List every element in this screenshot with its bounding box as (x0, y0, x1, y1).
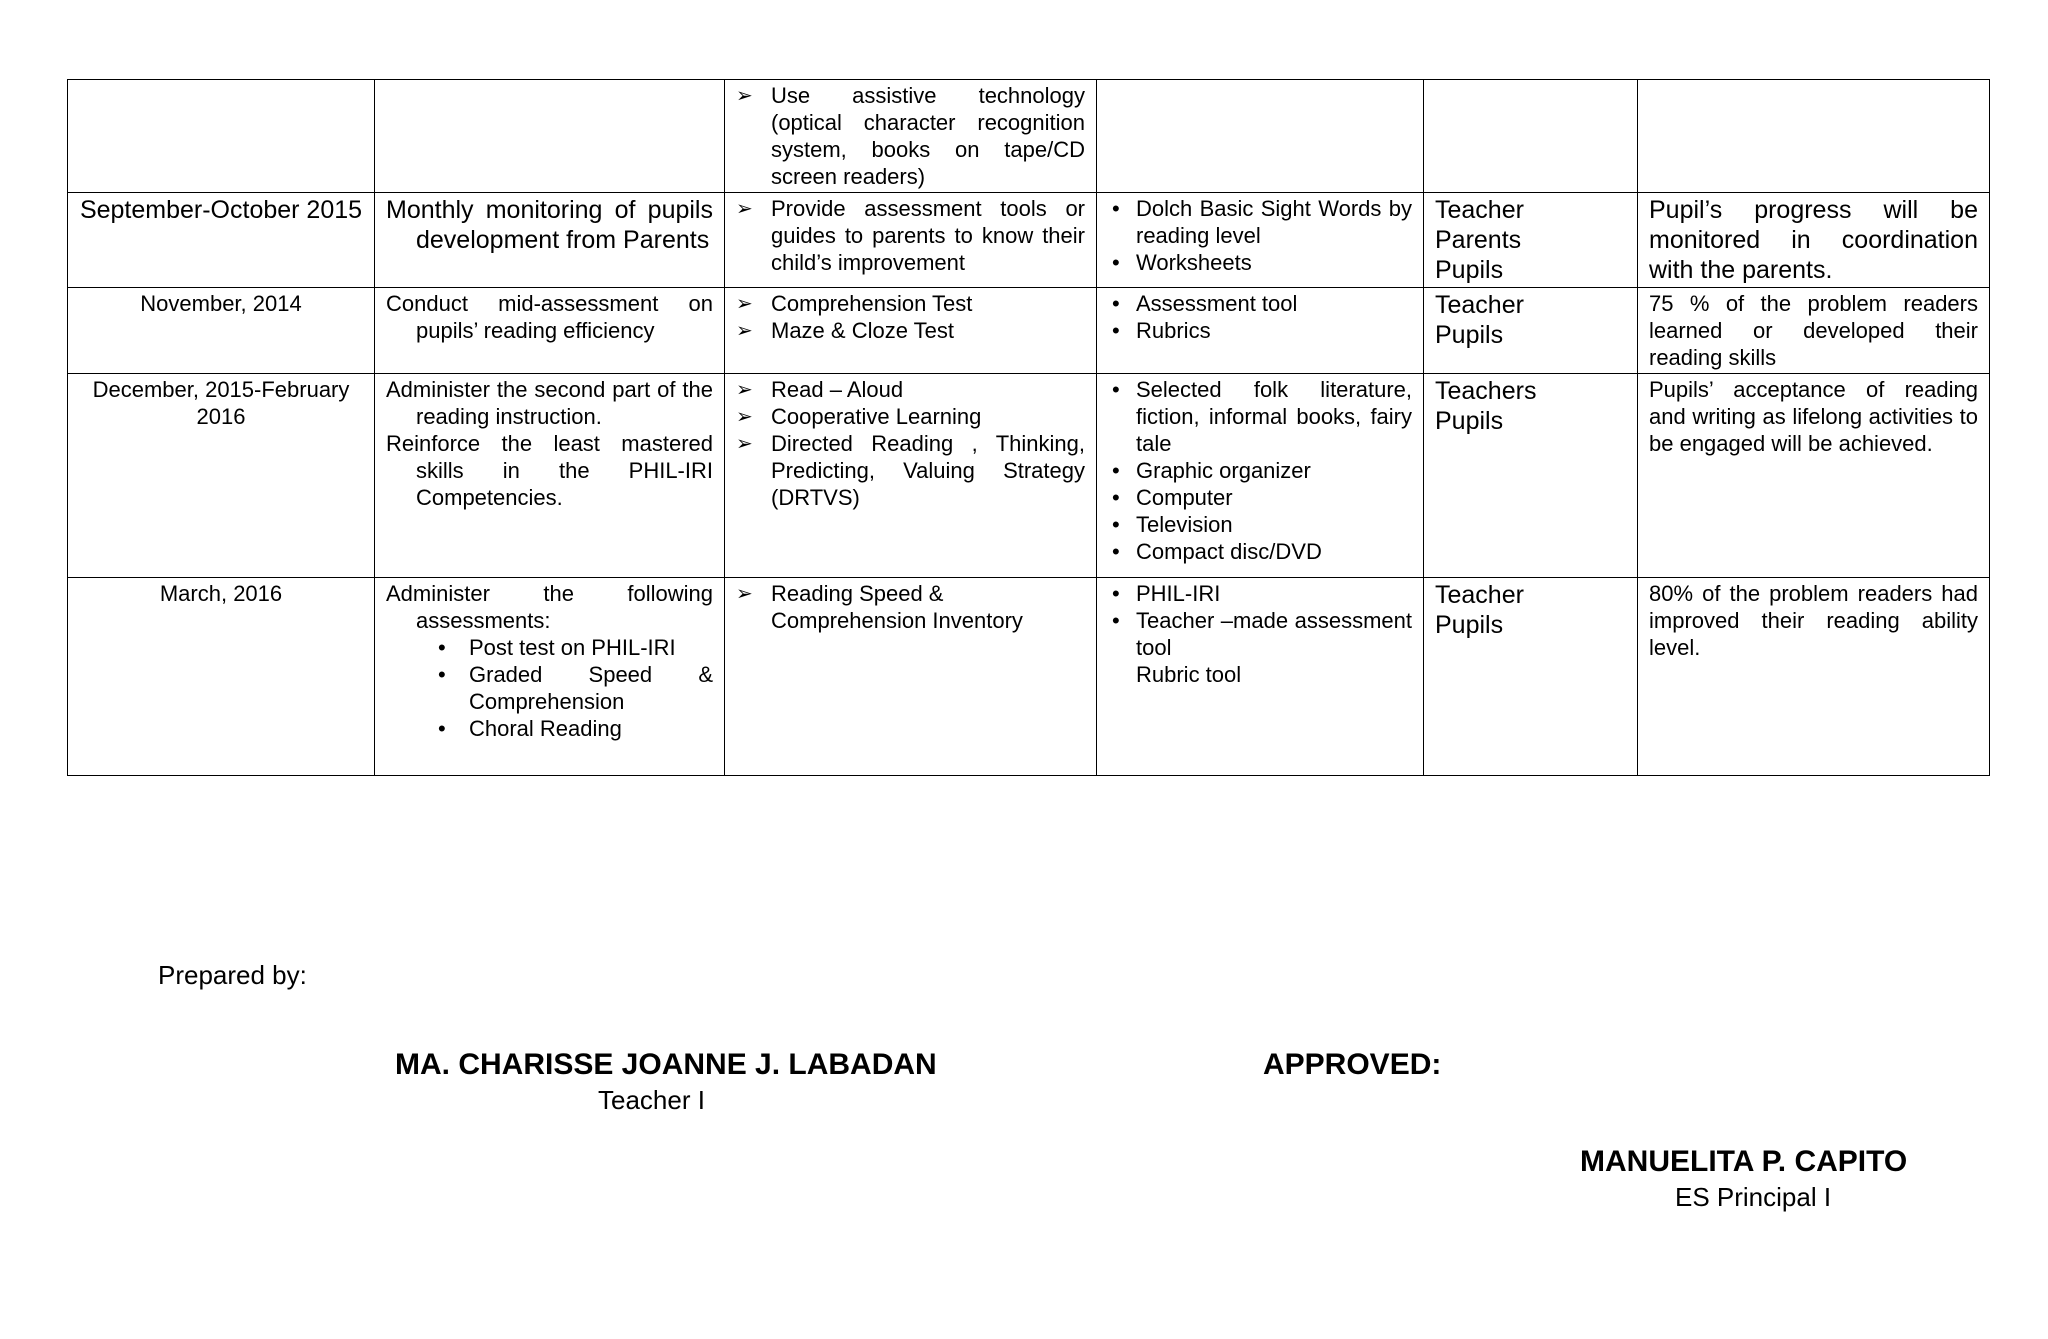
materials-cell (1097, 80, 1424, 193)
materials-cell (1097, 288, 1424, 374)
activity-cell (375, 374, 725, 578)
persons-cell (1424, 578, 1638, 776)
assessment-item: • Post test on PHIL-IRI (434, 634, 713, 661)
material-item: • Compact disc/DVD (1108, 538, 1412, 565)
action-plan-table (67, 79, 1990, 776)
activity-cell (375, 578, 725, 776)
assessment-item: • Choral Reading (434, 715, 713, 742)
persons-cell (1424, 193, 1638, 288)
activity-line: Reinforce the least mastered skills in the PHIL-IRI Competencies. (386, 431, 713, 510)
expected-output-cell: Pupils’ acceptance of reading and writing as lifelong activities to be engaged will be achieved. (1638, 374, 1990, 578)
preparer-name: MA. CHARISSE JOANNE J. LABADAN (395, 1048, 937, 1081)
strategy-item: ➢ Reading Speed & Comprehension Inventory (736, 580, 1085, 634)
material-item: • Television (1108, 511, 1412, 538)
person-item: Teacher (1435, 291, 1524, 319)
strategy-item: ➢ Use assistive technology (optical character recognition system, books on tape/CD screen readers) (736, 82, 1085, 190)
person-item: Teachers (1435, 377, 1537, 405)
table-row (68, 193, 1990, 288)
strategies-cell (725, 374, 1097, 578)
date-cell: December, 2015-February 2016 (68, 374, 375, 578)
strategy-item: ➢ Maze & Cloze Test (736, 317, 1085, 344)
assessment-item: • Graded Speed & Comprehension (434, 661, 713, 715)
approved-label: APPROVED: (1263, 1048, 1442, 1081)
activity-cell: Monthly monitoring of pupils development from Parents (375, 193, 725, 288)
expected-output-cell: Pupil’s progress will be monitored in coordination with the parents. (1638, 193, 1990, 288)
material-extra: Rubric tool (1136, 662, 1242, 687)
strategies-cell (725, 193, 1097, 288)
date-cell: November, 2014 (68, 288, 375, 374)
person-item: Teacher (1435, 581, 1524, 609)
persons-cell (1424, 288, 1638, 374)
strategy-item: ➢ Read – Aloud (736, 376, 1085, 403)
strategies-cell (725, 80, 1097, 193)
person-item: Pupils (1435, 321, 1504, 349)
material-item: • Dolch Basic Sight Words by reading level (1108, 195, 1412, 249)
person-item: Pupils (1435, 256, 1504, 284)
material-item: • PHIL-IRI (1108, 580, 1412, 607)
activity-line: Administer the second part of the reading instruction. (386, 377, 713, 429)
materials-cell (1097, 193, 1424, 288)
material-item: • Worksheets (1108, 249, 1412, 276)
material-item: • Assessment tool (1108, 290, 1412, 317)
person-item: Parents (1435, 226, 1522, 254)
materials-cell (1097, 578, 1424, 776)
expected-output-cell: 75 % of the problem readers learned or developed their reading skills (1638, 288, 1990, 374)
person-item: Teacher (1435, 196, 1524, 224)
material-item: • Graphic organizer (1108, 457, 1412, 484)
material-item: • Rubrics (1108, 317, 1412, 344)
persons-cell (1424, 80, 1638, 193)
date-cell (68, 80, 375, 193)
strategy-item: ➢ Directed Reading , Thinking, Predicting, Valuing Strategy (DRTVS) (736, 430, 1085, 511)
activity-cell: Conduct mid-assessment on pupils’ reading efficiency (375, 288, 725, 374)
expected-output-cell (1638, 80, 1990, 193)
persons-cell (1424, 374, 1638, 578)
table-row (68, 578, 1990, 776)
material-item: • Computer (1108, 484, 1412, 511)
prepared-by-label: Prepared by: (158, 960, 307, 990)
strategies-cell (725, 578, 1097, 776)
preparer-title: Teacher I (598, 1085, 705, 1115)
date-cell: September-October 2015 (68, 193, 375, 288)
table-row (68, 288, 1990, 374)
date-cell: March, 2016 (68, 578, 375, 776)
approver-title: ES Principal I (1675, 1182, 1832, 1212)
strategies-cell (725, 288, 1097, 374)
materials-cell (1097, 374, 1424, 578)
table-row (68, 374, 1990, 578)
material-item: • Teacher –made assessment tool (1108, 607, 1412, 661)
strategy-item: ➢ Comprehension Test (736, 290, 1085, 317)
strategy-item: ➢ Provide assessment tools or guides to parents to know their child’s improvement (736, 195, 1085, 276)
expected-output-cell: 80% of the problem readers had improved their reading ability level. (1638, 578, 1990, 776)
approver-name: MANUELITA P. CAPITO (1580, 1145, 1908, 1178)
person-item: Pupils (1435, 407, 1504, 435)
material-item: • Selected folk literature, fiction, informal books, fairy tale (1108, 376, 1412, 457)
person-item: Pupils (1435, 611, 1504, 639)
activity-line: Administer the following assessments: (386, 581, 713, 633)
strategy-item: ➢ Cooperative Learning (736, 403, 1085, 430)
table-row (68, 80, 1990, 193)
activity-cell (375, 80, 725, 193)
